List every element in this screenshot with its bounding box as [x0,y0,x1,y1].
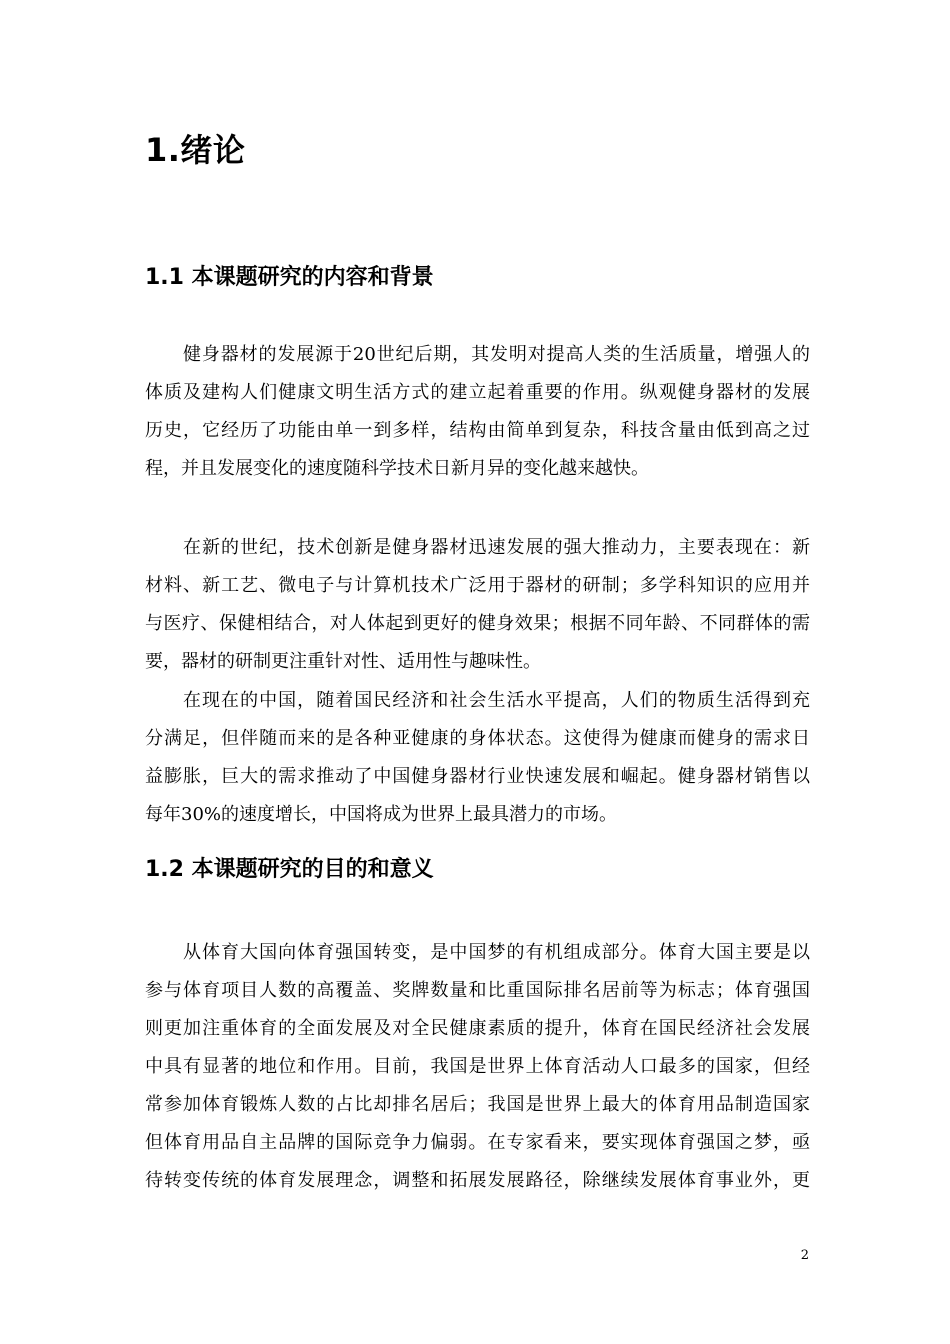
text-line: 待转变传统的体育发展理念，调整和拓展发展路径，除继续发展体育事业外，更 [145,1170,810,1191]
text-line: 健身器材的发展源于20世纪后期，其发明对提高人类的生活质量，增强人的 [183,344,810,365]
text-line: 在现在的中国，随着国民经济和社会生活水平提高，人们的物质生活得到充 [183,690,810,711]
text-line: 材料、新工艺、微电子与计算机技术广泛用于器材的研制；多学科知识的应用并 [145,575,810,596]
text-line: 从体育大国向体育强国转变，是中国梦的有机组成部分。体育大国主要是以 [183,942,810,963]
text-line: 在新的世纪，技术创新是健身器材迅速发展的强大推动力，主要表现在：新 [183,537,810,558]
text-line: 每年30%的速度增长，中国将成为世界上最具潜力的市场。 [145,804,618,825]
text-line: 中具有显著的地位和作用。目前，我国是世界上体育活动人口最多的国家，但经 [145,1056,810,1077]
text-line: 与医疗、保健相结合，对人体起到更好的健身效果；根据不同年龄、不同群体的需 [145,613,810,634]
chapter-title: 1.绪论 [145,131,246,169]
text-line: 参与体育项目人数的高覆盖、奖牌数量和比重国际排名居前等为标志；体育强国 [145,980,810,1001]
text-line: 程，并且发展变化的速度随科学技术日新月异的变化越来越快。 [145,458,649,479]
text-line: 常参加体育锻炼人数的占比却排名居后；我国是世界上最大的体育用品制造国家 [145,1094,810,1115]
text-line: 体质及建构人们健康文明生活方式的建立起着重要的作用。纵观健身器材的发展 [145,382,810,403]
text-line: 益膨胀，巨大的需求推动了中国健身器材行业快速发展和崛起。健身器材销售以 [145,766,810,787]
text-line: 则更加注重体育的全面发展及对全民健康素质的提升，体育在国民经济社会发展 [145,1018,810,1039]
paragraph [145,934,810,1200]
section-heading: 1.2 本课题研究的目的和意义 [145,857,434,882]
section-heading: 1.1 本课题研究的内容和背景 [145,265,434,290]
text-line: 分满足，但伴随而来的是各种亚健康的身体状态。这使得为健康而健身的需求日 [145,728,810,749]
paragraph [145,336,810,488]
text-line: 要，器材的研制更注重针对性、适用性与趣味性。 [145,651,541,672]
paragraph [145,529,810,681]
paragraph [145,682,810,834]
text-line: 但体育用品自主品牌的国际竞争力偏弱。在专家看来，要实现体育强国之梦，亟 [145,1132,810,1153]
page-number: 2 [800,1248,809,1263]
text-line: 历史，它经历了功能由单一到多样，结构由简单到复杂，科技含量由低到高之过 [145,420,810,441]
